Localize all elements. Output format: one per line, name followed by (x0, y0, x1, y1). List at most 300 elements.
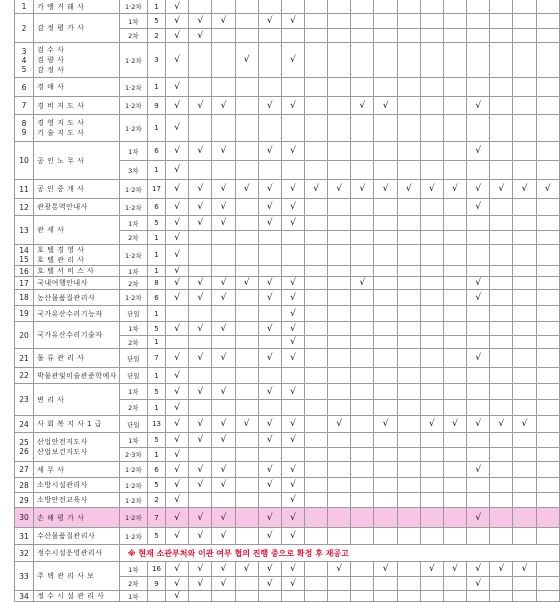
check-icon: √ (452, 564, 458, 574)
check-cell (374, 591, 397, 602)
check-cell (490, 448, 513, 462)
check-cell (397, 277, 420, 290)
check-cell (212, 368, 235, 384)
check-cell (397, 245, 420, 266)
exam-stage: 1·2차 (119, 0, 147, 14)
exam-stage: 1차 (119, 266, 147, 277)
check-cell (513, 180, 536, 199)
check-cell (351, 349, 374, 368)
check-icon: √ (266, 16, 273, 26)
check-cell (443, 528, 466, 545)
check-cell (212, 216, 235, 231)
check-cell (212, 231, 235, 245)
check-icon: √ (405, 184, 412, 194)
check-icon: √ (521, 184, 528, 194)
check-cell (443, 591, 466, 602)
check-cell (189, 199, 212, 216)
check-cell (281, 400, 304, 416)
check-cell (420, 384, 443, 400)
check-cell (490, 508, 513, 528)
check-cell (397, 216, 420, 231)
check-cell (281, 349, 304, 368)
check-icon: √ (220, 146, 227, 156)
check-cell (235, 306, 258, 322)
count: 2 (147, 493, 165, 508)
count: 5 (147, 384, 165, 400)
check-cell (443, 400, 466, 416)
check-cell (420, 115, 443, 142)
check-cell (212, 245, 235, 266)
check-cell (235, 528, 258, 545)
check-cell (536, 384, 559, 400)
check-cell (536, 180, 559, 199)
check-icon: √ (220, 16, 227, 26)
check-icon: √ (266, 278, 273, 288)
check-icon: √ (266, 564, 273, 574)
cert-name: 정 수 시 설 관 리 사 (34, 591, 120, 602)
check-icon: √ (197, 323, 204, 334)
check-cell (281, 43, 304, 78)
check-cell (258, 508, 281, 528)
check-cell (281, 384, 304, 400)
check-cell (166, 384, 189, 400)
check-cell (443, 336, 466, 349)
check-icon: √ (197, 292, 204, 303)
check-icon: √ (290, 564, 296, 574)
check-icon: √ (290, 419, 296, 429)
check-cell (490, 43, 513, 78)
row-number: 31 (15, 528, 34, 545)
check-cell (467, 306, 490, 322)
check-cell (212, 528, 235, 545)
check-cell (258, 336, 281, 349)
check-cell (235, 368, 258, 384)
check-cell (513, 277, 536, 290)
check-cell (305, 199, 328, 216)
check-icon: √ (521, 564, 528, 574)
check-icon: √ (174, 353, 181, 363)
check-icon: √ (266, 480, 273, 490)
check-cell (490, 462, 513, 478)
check-icon: √ (174, 184, 181, 194)
check-cell (420, 180, 443, 199)
check-icon: √ (266, 353, 273, 363)
table-row (15, 322, 560, 336)
check-cell (258, 29, 281, 43)
check-cell (351, 562, 374, 577)
check-cell (328, 562, 351, 577)
check-cell (397, 115, 420, 142)
check-cell (258, 448, 281, 462)
check-cell (328, 290, 351, 306)
check-cell (166, 161, 189, 180)
check-cell (328, 349, 351, 368)
check-cell (258, 97, 281, 115)
check-cell (374, 245, 397, 266)
check-cell (328, 115, 351, 142)
check-cell (212, 433, 235, 448)
count: 1 (147, 336, 165, 349)
check-cell (420, 290, 443, 306)
cert-name: 손 해 평 가 사 (34, 508, 120, 528)
check-cell (467, 277, 490, 290)
check-icon: √ (313, 184, 319, 194)
table-row (15, 433, 560, 448)
check-cell (420, 0, 443, 14)
check-cell (328, 266, 351, 277)
check-cell (443, 231, 466, 245)
check-cell (212, 115, 235, 142)
check-cell (351, 29, 374, 43)
check-cell (374, 97, 397, 115)
check-cell (443, 115, 466, 142)
check-cell (467, 180, 490, 199)
check-icon: √ (197, 278, 204, 288)
check-cell (513, 591, 536, 602)
check-cell (281, 462, 304, 478)
check-cell (281, 14, 304, 29)
check-cell (166, 577, 189, 591)
count: 5 (147, 322, 165, 336)
check-cell (420, 142, 443, 161)
check-icon: √ (197, 480, 204, 490)
check-cell (189, 78, 212, 97)
check-cell (513, 433, 536, 448)
check-cell (189, 416, 212, 433)
check-cell (513, 231, 536, 245)
check-cell (443, 14, 466, 29)
check-cell (166, 97, 189, 115)
table-row (15, 384, 560, 400)
check-cell (513, 14, 536, 29)
check-cell (443, 142, 466, 161)
check-cell (212, 577, 235, 591)
check-cell (490, 528, 513, 545)
cert-name: 정수시설운영관리사 (34, 545, 120, 562)
check-cell (166, 277, 189, 290)
check-icon: √ (220, 435, 227, 445)
check-cell (397, 14, 420, 29)
check-cell (281, 216, 304, 231)
check-cell (328, 14, 351, 29)
check-icon: √ (220, 100, 227, 111)
check-cell (513, 562, 536, 577)
cert-name: 경 영 지 도 사 기 술 지 도 사 (34, 115, 120, 142)
check-cell (443, 462, 466, 478)
check-cell (536, 97, 559, 115)
exam-stage: 2차 (119, 231, 147, 245)
count: 16 (147, 562, 165, 577)
check-cell (189, 231, 212, 245)
check-cell (513, 493, 536, 508)
check-cell (258, 478, 281, 493)
check-cell (513, 0, 536, 14)
count: 2 (147, 29, 165, 43)
check-cell (513, 462, 536, 478)
check-cell (235, 562, 258, 577)
check-cell (420, 416, 443, 433)
check-cell (374, 14, 397, 29)
check-cell (328, 368, 351, 384)
check-cell (258, 78, 281, 97)
check-cell (235, 433, 258, 448)
table-row (15, 306, 560, 322)
count: 1 (147, 306, 165, 322)
exam-stage: 1·2차 (119, 78, 147, 97)
check-cell (467, 577, 490, 591)
check-cell (374, 384, 397, 400)
check-icon: √ (220, 202, 227, 212)
check-icon: √ (174, 292, 181, 303)
check-cell (235, 349, 258, 368)
check-cell (467, 115, 490, 142)
check-icon: √ (290, 323, 296, 334)
check-cell (374, 368, 397, 384)
exam-stage: 1·2차 (119, 478, 147, 493)
check-icon: √ (174, 480, 181, 490)
check-cell (166, 493, 189, 508)
count: 1 (147, 231, 165, 245)
row-number: 22 (15, 368, 34, 384)
check-cell (212, 199, 235, 216)
check-icon: √ (197, 353, 204, 363)
check-cell (351, 416, 374, 433)
check-icon: √ (197, 512, 204, 523)
check-cell (536, 0, 559, 14)
check-cell (420, 29, 443, 43)
row-number: 27 (15, 462, 34, 478)
check-icon: √ (475, 419, 482, 429)
check-cell (513, 478, 536, 493)
check-cell (374, 577, 397, 591)
table-row (15, 216, 560, 231)
check-icon: √ (475, 146, 482, 156)
exam-stage: 1차 (119, 384, 147, 400)
check-cell (443, 349, 466, 368)
check-icon: √ (290, 531, 296, 541)
check-icon: √ (498, 419, 505, 429)
check-cell (490, 180, 513, 199)
check-icon: √ (174, 402, 181, 413)
check-cell (397, 199, 420, 216)
check-cell (397, 577, 420, 591)
check-cell (467, 14, 490, 29)
check-cell (490, 416, 513, 433)
check-cell (443, 277, 466, 290)
check-cell (305, 322, 328, 336)
check-cell (420, 591, 443, 602)
check-cell (281, 245, 304, 266)
check-cell (351, 199, 374, 216)
count: 1 (147, 266, 165, 277)
check-cell (281, 591, 304, 602)
row-number: 6 (15, 78, 34, 97)
check-cell (513, 142, 536, 161)
check-cell (467, 562, 490, 577)
check-cell (397, 78, 420, 97)
check-cell (235, 462, 258, 478)
check-cell (189, 306, 212, 322)
check-icon: √ (197, 564, 204, 574)
check-cell (467, 199, 490, 216)
check-cell (189, 577, 212, 591)
check-cell (351, 306, 374, 322)
check-icon: √ (266, 100, 273, 111)
check-icon: √ (290, 184, 296, 194)
check-cell (467, 161, 490, 180)
check-icon: √ (174, 449, 181, 460)
check-cell (281, 266, 304, 277)
check-cell (467, 493, 490, 508)
check-icon: √ (290, 353, 296, 363)
exam-stage: 1차 (119, 562, 147, 577)
check-cell (235, 290, 258, 306)
count: 6 (147, 142, 165, 161)
check-cell (328, 43, 351, 78)
check-cell (166, 290, 189, 306)
check-cell (351, 97, 374, 115)
table-row (15, 545, 560, 562)
check-cell (443, 199, 466, 216)
check-cell (351, 322, 374, 336)
check-cell (328, 591, 351, 602)
check-cell (351, 478, 374, 493)
check-cell (328, 231, 351, 245)
check-cell (305, 290, 328, 306)
row-number: 24 (15, 416, 34, 433)
check-cell (328, 336, 351, 349)
cert-name: 수산물품질관리사 (34, 528, 120, 545)
check-cell (351, 493, 374, 508)
check-cell (513, 97, 536, 115)
table-row (15, 142, 560, 161)
exam-stage: 2차 (119, 577, 147, 591)
check-cell (467, 322, 490, 336)
check-cell (536, 115, 559, 142)
row-number: 32 (15, 545, 34, 562)
check-cell (467, 400, 490, 416)
check-cell (305, 384, 328, 400)
check-cell (235, 416, 258, 433)
check-icon: √ (266, 218, 273, 228)
check-cell (513, 400, 536, 416)
check-icon: √ (220, 419, 227, 429)
count: 9 (147, 577, 165, 591)
check-cell (467, 142, 490, 161)
check-cell (189, 478, 212, 493)
check-cell (420, 97, 443, 115)
cert-name: 관광통역안내사 (34, 199, 120, 216)
check-cell (166, 266, 189, 277)
check-cell (305, 493, 328, 508)
check-icon: √ (429, 419, 435, 429)
check-cell (490, 216, 513, 231)
row-number: 19 (15, 306, 34, 322)
check-cell (189, 29, 212, 43)
check-icon: √ (498, 184, 505, 194)
check-icon: √ (174, 55, 181, 65)
check-cell (212, 322, 235, 336)
check-icon: √ (266, 184, 273, 194)
check-cell (235, 0, 258, 14)
check-cell (513, 416, 536, 433)
check-cell (536, 266, 559, 277)
check-cell (258, 142, 281, 161)
check-cell (467, 349, 490, 368)
row-number: 34 (15, 591, 34, 602)
check-icon: √ (382, 184, 389, 194)
check-cell (443, 43, 466, 78)
check-cell (490, 115, 513, 142)
check-cell (305, 591, 328, 602)
check-cell (420, 368, 443, 384)
check-cell (305, 462, 328, 478)
check-cell (351, 433, 374, 448)
check-cell (235, 448, 258, 462)
check-icon: √ (266, 512, 273, 523)
check-cell (166, 78, 189, 97)
check-cell (328, 528, 351, 545)
check-cell (235, 478, 258, 493)
check-cell (235, 43, 258, 78)
check-cell (513, 508, 536, 528)
check-icon: √ (220, 480, 227, 490)
count: 5 (147, 216, 165, 231)
check-cell (513, 577, 536, 591)
cert-name: 소방안전교육사 (34, 493, 120, 508)
check-cell (328, 433, 351, 448)
check-icon: √ (266, 292, 273, 303)
check-cell (305, 277, 328, 290)
check-cell (281, 508, 304, 528)
check-icon: √ (220, 353, 227, 363)
table-row (15, 290, 560, 306)
check-cell (305, 266, 328, 277)
check-cell (235, 245, 258, 266)
check-cell (189, 180, 212, 199)
table-row (15, 591, 560, 602)
check-icon: √ (336, 564, 343, 574)
check-cell (258, 216, 281, 231)
check-cell (258, 416, 281, 433)
check-cell (189, 349, 212, 368)
check-cell (536, 478, 559, 493)
check-icon: √ (220, 512, 227, 523)
check-cell (212, 97, 235, 115)
check-cell (212, 416, 235, 433)
check-cell (328, 306, 351, 322)
check-cell (305, 448, 328, 462)
check-cell (281, 199, 304, 216)
check-cell (281, 562, 304, 577)
check-icon: √ (197, 16, 204, 26)
check-icon: √ (174, 100, 181, 111)
row-number: 12 (15, 199, 34, 216)
exam-stage: 1차 (119, 142, 147, 161)
check-icon: √ (174, 16, 181, 26)
check-cell (374, 180, 397, 199)
check-cell (305, 306, 328, 322)
check-cell (536, 577, 559, 591)
check-cell (235, 577, 258, 591)
count: 5 (147, 14, 165, 29)
check-cell (281, 78, 304, 97)
check-cell (536, 336, 559, 349)
check-cell (351, 462, 374, 478)
check-cell (189, 400, 212, 416)
count: 7 (147, 349, 165, 368)
check-cell (281, 231, 304, 245)
